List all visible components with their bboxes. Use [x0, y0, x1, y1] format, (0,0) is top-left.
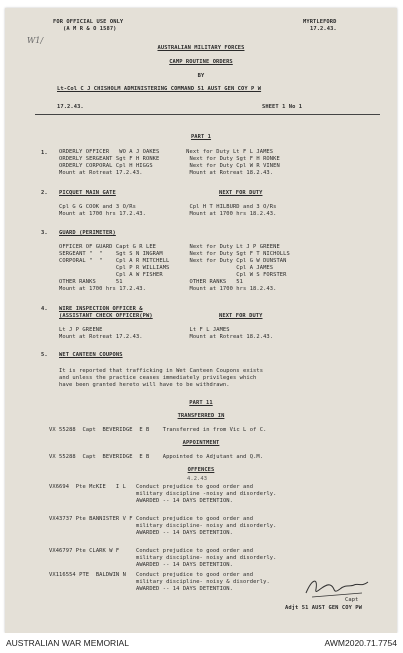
official-use-label: FOR OFFICIAL USE ONLY — [53, 19, 124, 25]
item2-number: 2. — [41, 190, 48, 196]
item2-row: Mount at 1700 hrs 17.2.43. Mount at 1700 hrs 18.2.43. — [59, 211, 277, 217]
signature-title: Adjt 51 AUST GEN COY PW — [285, 605, 362, 611]
item1-row: ORDERLY OFFICER WO A J OAKES Next for Duty Lt F L JAMES — [59, 149, 274, 155]
handwritten-signature — [302, 573, 372, 601]
item1-number: 1. — [41, 150, 48, 156]
pencil-annotation: W1/ — [27, 36, 44, 45]
footer-accession-number: AWM2020.71.7754 — [324, 638, 397, 648]
offence-line: AWARDED -- 14 DAYS DETENTION. — [49, 498, 233, 504]
offence-line: military discipline- noisy & disorderly. — [49, 579, 270, 585]
header-date: 17.2.43. — [310, 26, 337, 32]
item5-number: 5. — [41, 352, 48, 358]
title-line-4: Lt-Col C J CHISHOLM ADMINISTERING COMMAND 51 AUST GEN COY P W — [57, 86, 262, 92]
offence-line: military discipline- noisy and disorderly. — [49, 555, 277, 561]
item3-row: OTHER RANKS 51 OTHER RANKS 51 — [59, 279, 243, 285]
appointment-row: VX 55288 Capt BEVERIDGE E B Appointed to Adjutant and Q.M. — [49, 454, 264, 460]
offences-handwritten-date: 4.2.43 — [187, 476, 208, 482]
title-line-2: CAMP ROUTINE ORDERS — [169, 59, 233, 65]
item3-heading: GUARD (PERIMETER) — [59, 230, 116, 236]
item5-heading: WET CANTEEN COUPONS — [59, 352, 123, 358]
item3-row: Mount at 1700 hrs 17.2.43. Mount at 1700 hrs 18.2.43. — [59, 286, 277, 292]
item5-text: have been granted hereto will have to be withdrawn. — [59, 382, 230, 388]
item2-row: Cpl G G COOK and 3 O/Rs Cpl H T HILBURD and 3 O/Rs — [59, 204, 277, 210]
offence-line: VX46797 Pte CLARK W F Conduct prejudice to good order and — [49, 548, 254, 554]
offence-line: AWARDED -- 14 DAYS DETENTION. — [49, 562, 233, 568]
form-code: (A M R & O 1587) — [63, 26, 117, 32]
item1-row: ORDERLY CORPORAL Cpl H HIGGS Next for Duty Cpl W R VINEN — [59, 163, 280, 169]
item1-row: ORDERLY SERGEANT Sgt F H RONKE Next for Duty Sgt F H RONKE — [59, 156, 280, 162]
item3-row: Cpl P R WILLIAMS Cpl A JAMES — [59, 265, 274, 271]
offence-line: AWARDED -- 14 DAYS DETENTION. — [49, 530, 233, 536]
transfer-row: VX 55288 Capt BEVERIDGE E B Transferred in from Vic L of C. — [49, 427, 267, 433]
header-place: MYRTLEFORD — [303, 19, 337, 25]
item4-heading: WIRE INSPECTION OFFICER & — [59, 306, 143, 312]
part1-heading: PART 1 — [190, 134, 212, 140]
item4-next-heading: NEXT FOR DUTY — [219, 313, 263, 319]
title-line-1: AUSTRALIAN MILITARY FORCES — [157, 45, 245, 51]
item1-row: Mount at Rotreat 17.2.43. Mount at Rotreat 18.2.43. — [59, 170, 274, 176]
offence-line: military discipline- noisy and disorderly. — [49, 523, 277, 529]
title-line-3: BY — [197, 73, 205, 79]
item4-number: 4. — [41, 306, 48, 312]
sheet-number: SHEET 1 No 1 — [262, 104, 303, 110]
order-date: 17.2.43. — [57, 104, 84, 110]
offence-line: AWARDED -- 14 DAYS DETENTION. — [49, 586, 233, 592]
appointment-heading: APPOINTMENT — [182, 440, 220, 446]
item4-row: Mount at Rotreat 17.2.43. Mount at Rotreat 18.2.43. — [59, 334, 274, 340]
document-sheet — [5, 8, 397, 633]
item3-number: 3. — [41, 230, 48, 236]
offence-line: military discipline -noisy and disorderly. — [49, 491, 277, 497]
item5-text: It is reported that trafficking in Wet Canteen Coupons exists — [59, 368, 264, 374]
offence-line: VX6694 Pte McKIE I L Conduct prejudice to good order and — [49, 484, 254, 490]
item4-heading-2: (ASSISTANT CHECK OFFICER(PW) — [59, 313, 153, 319]
part2-heading: PART 11 — [189, 400, 213, 406]
item3-row: Cpl A W FISHER Cpl W S FORSTER — [59, 272, 287, 278]
item3-row: SERGEANT " " Sgt S N INGRAM Next for Duty Sgt F T NICHOLLS — [59, 251, 290, 257]
header-rule — [35, 114, 380, 115]
archive-footer — [0, 633, 403, 653]
transferred-heading: TRANSFERRED IN — [177, 413, 225, 419]
item3-row: CORPORAL " " Cpl A R MITCHELL Next for Duty Cpl G W DUNSTAN — [59, 258, 287, 264]
signature-rank: Capt — [345, 597, 359, 603]
offence-line: VX116554 PTE BALDWIN N Conduct prejudice to good order and — [49, 572, 254, 578]
item4-row: Lt J P GREENE Lt F L JAMES — [59, 327, 230, 333]
item5-text: and unless the practice ceases immediately privileges which — [59, 375, 257, 381]
footer-institution: AUSTRALIAN WAR MEMORIAL — [6, 638, 129, 648]
item3-row: OFFICER OF GUARD Capt G R LEE Next for Duty Lt J P GREENE — [59, 244, 280, 250]
offences-heading: OFFENCES — [187, 467, 215, 473]
offence-line: VX43737 Pte BANNISTER V F Conduct prejudice to good order and — [49, 516, 254, 522]
item2-heading: PICQUET MAIN GATE — [59, 190, 116, 196]
item2-next-heading: NEXT FOR DUTY — [219, 190, 263, 196]
